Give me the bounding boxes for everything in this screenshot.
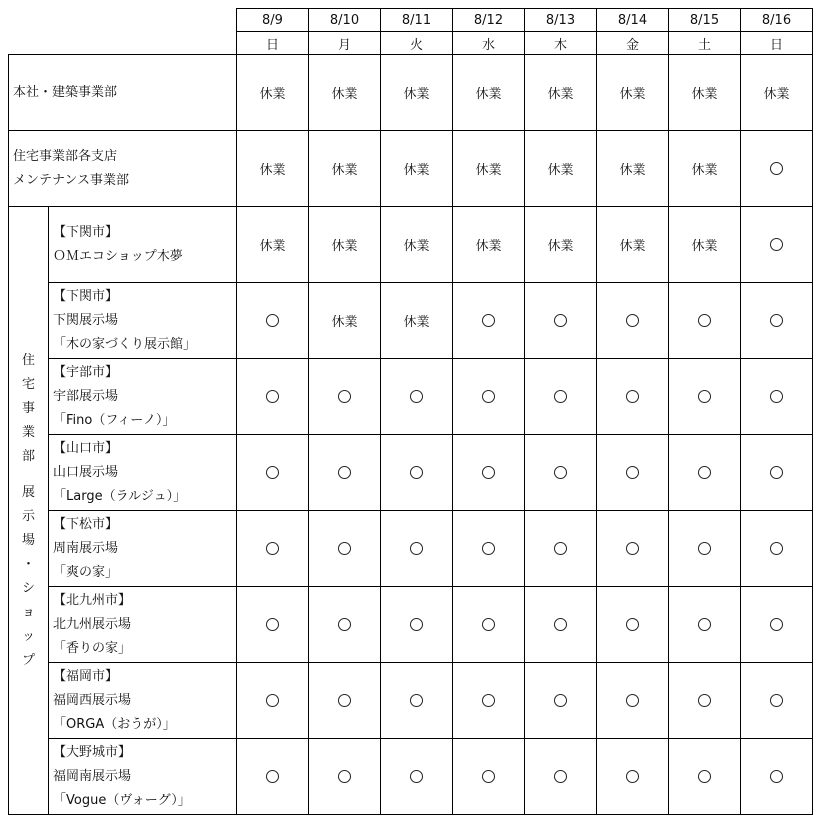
open-circle-icon xyxy=(770,238,783,251)
status-cell xyxy=(309,435,381,511)
open-circle-icon xyxy=(410,694,423,707)
open-circle-icon xyxy=(266,618,279,631)
open-circle-icon xyxy=(266,770,279,783)
open-circle-icon xyxy=(266,314,279,327)
status-cell xyxy=(381,283,453,359)
open-circle-icon xyxy=(338,694,351,707)
open-circle-icon xyxy=(626,618,639,631)
status-cell xyxy=(453,435,525,511)
vertical-char: 示 xyxy=(21,508,35,524)
date-header: 8/16 xyxy=(741,9,813,32)
status-cell xyxy=(237,663,309,739)
open-circle-icon xyxy=(554,542,567,555)
status-cell xyxy=(309,587,381,663)
vertical-char: ッ xyxy=(21,628,35,644)
status-text: 休業 xyxy=(403,87,430,102)
status-cell xyxy=(669,587,741,663)
shop-name-line: 【山口市】 xyxy=(53,440,119,456)
vertical-section-label xyxy=(9,207,49,815)
shop-row xyxy=(9,283,813,359)
status-cell xyxy=(669,511,741,587)
open-circle-icon xyxy=(698,466,711,479)
status-text: 休業 xyxy=(475,87,502,102)
status-text: 休業 xyxy=(331,239,358,254)
status-cell xyxy=(741,283,813,359)
shop-row xyxy=(9,587,813,663)
date-header: 8/12 xyxy=(453,9,525,32)
shop-name-line: 「爽の家」 xyxy=(53,564,119,580)
weekday-header: 日 xyxy=(741,32,813,55)
shop-name-line: 【下関市】 xyxy=(53,288,119,304)
status-text: 休業 xyxy=(547,163,574,178)
status-cell xyxy=(597,283,669,359)
status-text: 休業 xyxy=(259,163,286,178)
status-text: 休業 xyxy=(331,163,358,178)
status-cell xyxy=(525,55,597,131)
department-name-line: 本社・建築事業部 xyxy=(13,84,118,100)
shop-row xyxy=(9,511,813,587)
open-circle-icon xyxy=(770,770,783,783)
shop-name-line: 【下関市】 xyxy=(53,224,119,240)
status-text: 休業 xyxy=(259,87,286,102)
open-circle-icon xyxy=(626,542,639,555)
status-text: 休業 xyxy=(691,239,718,254)
status-cell xyxy=(309,511,381,587)
status-cell xyxy=(741,587,813,663)
status-cell xyxy=(669,207,741,283)
status-cell xyxy=(669,739,741,815)
status-cell xyxy=(237,435,309,511)
vertical-char: ・ xyxy=(21,556,35,572)
department-name-line: メンテナンス事業部 xyxy=(13,172,129,188)
open-circle-icon xyxy=(338,390,351,403)
open-circle-icon xyxy=(482,694,495,707)
status-cell xyxy=(669,435,741,511)
status-text: 休業 xyxy=(331,87,358,102)
vertical-char: 宅 xyxy=(21,376,35,392)
status-cell xyxy=(669,663,741,739)
header-corner xyxy=(9,9,237,55)
open-circle-icon xyxy=(770,466,783,479)
status-cell xyxy=(597,663,669,739)
weekday-header: 木 xyxy=(525,32,597,55)
vertical-char: プ xyxy=(21,652,35,668)
open-circle-icon xyxy=(482,314,495,327)
status-cell xyxy=(453,511,525,587)
open-circle-icon xyxy=(482,466,495,479)
shop-name-line: 「木の家づくり展示館」 xyxy=(53,336,197,352)
vertical-char: シ xyxy=(21,580,35,596)
status-cell xyxy=(237,55,309,131)
department-name xyxy=(9,55,237,131)
open-circle-icon xyxy=(482,618,495,631)
open-circle-icon xyxy=(770,390,783,403)
shop-name-line: 宇部展示場 xyxy=(53,388,119,404)
shop-name xyxy=(49,587,237,663)
shop-name-line: 【下松市】 xyxy=(53,516,119,532)
shop-name xyxy=(49,663,237,739)
date-header: 8/10 xyxy=(309,9,381,32)
status-text: 休業 xyxy=(547,239,574,254)
shop-name xyxy=(49,359,237,435)
shop-name-line: 【福岡市】 xyxy=(53,668,119,684)
open-circle-icon xyxy=(626,390,639,403)
weekday-header: 水 xyxy=(453,32,525,55)
status-cell xyxy=(453,207,525,283)
status-text: 休業 xyxy=(403,239,430,254)
status-cell xyxy=(453,359,525,435)
open-circle-icon xyxy=(698,542,711,555)
vertical-char: ョ xyxy=(21,604,35,620)
date-header: 8/9 xyxy=(237,9,309,32)
open-circle-icon xyxy=(554,390,567,403)
open-circle-icon xyxy=(770,694,783,707)
status-cell xyxy=(309,739,381,815)
open-circle-icon xyxy=(410,390,423,403)
status-cell xyxy=(741,55,813,131)
status-cell xyxy=(453,55,525,131)
open-circle-icon xyxy=(626,466,639,479)
open-circle-icon xyxy=(482,770,495,783)
status-cell xyxy=(381,587,453,663)
status-cell xyxy=(597,739,669,815)
open-circle-icon xyxy=(482,390,495,403)
status-text: 休業 xyxy=(403,315,430,330)
open-circle-icon xyxy=(410,466,423,479)
open-circle-icon xyxy=(698,618,711,631)
status-cell xyxy=(669,55,741,131)
status-cell xyxy=(237,739,309,815)
shop-name-line: 北九州展示場 xyxy=(53,616,132,632)
status-cell xyxy=(381,739,453,815)
vertical-char: 業 xyxy=(21,424,35,440)
status-cell xyxy=(525,359,597,435)
shop-name-line: 【北九州市】 xyxy=(53,592,132,608)
open-circle-icon xyxy=(338,618,351,631)
department-row xyxy=(9,131,813,207)
department-row xyxy=(9,55,813,131)
open-circle-icon xyxy=(626,770,639,783)
status-cell xyxy=(237,283,309,359)
shop-name-line: ＯＭエコショップ木夢 xyxy=(53,248,183,264)
open-circle-icon xyxy=(266,466,279,479)
open-circle-icon xyxy=(482,542,495,555)
open-circle-icon xyxy=(338,770,351,783)
shop-name-line: 福岡南展示場 xyxy=(53,768,132,784)
shop-name-line: 「ORGA（おうが）」 xyxy=(53,716,176,732)
open-circle-icon xyxy=(554,466,567,479)
status-cell xyxy=(669,359,741,435)
shop-name-line: 「Large（ラルジュ）」 xyxy=(53,488,187,504)
shop-row xyxy=(9,207,813,283)
status-cell xyxy=(309,131,381,207)
status-cell xyxy=(525,131,597,207)
status-text: 休業 xyxy=(619,163,646,178)
status-cell xyxy=(669,283,741,359)
status-cell xyxy=(741,739,813,815)
open-circle-icon xyxy=(698,314,711,327)
open-circle-icon xyxy=(698,770,711,783)
status-cell xyxy=(597,359,669,435)
vertical-char: 事 xyxy=(21,400,35,416)
shop-row xyxy=(9,359,813,435)
status-cell xyxy=(597,511,669,587)
status-cell xyxy=(309,283,381,359)
vertical-char: 住 xyxy=(21,352,35,368)
weekday-header: 金 xyxy=(597,32,669,55)
open-circle-icon xyxy=(410,542,423,555)
status-cell xyxy=(237,359,309,435)
status-cell xyxy=(381,55,453,131)
status-text: 休業 xyxy=(331,315,358,330)
status-cell xyxy=(741,131,813,207)
status-cell xyxy=(597,435,669,511)
status-cell xyxy=(741,511,813,587)
status-cell xyxy=(525,663,597,739)
open-circle-icon xyxy=(770,162,783,175)
status-cell xyxy=(453,131,525,207)
open-circle-icon xyxy=(410,770,423,783)
status-cell xyxy=(741,359,813,435)
weekday-header: 土 xyxy=(669,32,741,55)
status-text: 休業 xyxy=(619,239,646,254)
open-circle-icon xyxy=(266,694,279,707)
status-cell xyxy=(525,739,597,815)
open-circle-icon xyxy=(698,694,711,707)
date-header: 8/14 xyxy=(597,9,669,32)
weekday-header: 月 xyxy=(309,32,381,55)
shop-name xyxy=(49,511,237,587)
status-cell xyxy=(525,435,597,511)
status-cell xyxy=(453,283,525,359)
status-cell xyxy=(381,359,453,435)
status-cell xyxy=(309,55,381,131)
shop-name xyxy=(49,739,237,815)
date-header: 8/11 xyxy=(381,9,453,32)
status-text: 休業 xyxy=(691,87,718,102)
open-circle-icon xyxy=(410,618,423,631)
status-text: 休業 xyxy=(619,87,646,102)
open-circle-icon xyxy=(770,314,783,327)
status-text: 休業 xyxy=(259,239,286,254)
shop-name-line: 周南展示場 xyxy=(53,540,119,556)
status-cell xyxy=(525,587,597,663)
status-cell xyxy=(741,435,813,511)
date-header: 8/13 xyxy=(525,9,597,32)
weekday-header: 日 xyxy=(237,32,309,55)
status-text: 休業 xyxy=(475,239,502,254)
status-cell xyxy=(453,587,525,663)
status-text: 休業 xyxy=(691,163,718,178)
status-text: 休業 xyxy=(475,163,502,178)
department-name xyxy=(9,131,237,207)
vertical-char: 場 xyxy=(21,532,35,548)
status-cell xyxy=(237,207,309,283)
open-circle-icon xyxy=(554,770,567,783)
shop-name-line: 「香りの家」 xyxy=(53,640,132,656)
status-cell xyxy=(237,131,309,207)
status-cell xyxy=(597,587,669,663)
weekday-header: 火 xyxy=(381,32,453,55)
open-circle-icon xyxy=(770,542,783,555)
status-text: 休業 xyxy=(763,87,790,102)
status-cell xyxy=(525,207,597,283)
open-circle-icon xyxy=(626,694,639,707)
status-cell xyxy=(237,511,309,587)
vertical-char: 展 xyxy=(21,484,35,500)
shop-name-line: 山口展示場 xyxy=(53,464,119,480)
status-cell xyxy=(453,739,525,815)
shop-row xyxy=(9,663,813,739)
open-circle-icon xyxy=(266,390,279,403)
status-cell xyxy=(597,55,669,131)
shop-name-line: 「Vogue（ヴォーグ）」 xyxy=(53,792,191,808)
shop-name-line: 下関展示場 xyxy=(53,312,119,328)
open-circle-icon xyxy=(338,466,351,479)
status-cell xyxy=(381,663,453,739)
department-name-line: 住宅事業部各支店 xyxy=(13,148,118,164)
date-header: 8/15 xyxy=(669,9,741,32)
status-text: 休業 xyxy=(547,87,574,102)
status-cell xyxy=(669,131,741,207)
shop-name-line: 【大野城市】 xyxy=(53,744,132,760)
status-cell xyxy=(453,663,525,739)
date-header-row xyxy=(9,9,813,32)
vertical-char: 部 xyxy=(21,448,35,464)
shop-name-line: 福岡西展示場 xyxy=(53,692,132,708)
shop-name-line: 【宇部市】 xyxy=(53,364,119,380)
status-cell xyxy=(309,359,381,435)
status-cell xyxy=(381,207,453,283)
status-cell xyxy=(237,587,309,663)
open-circle-icon xyxy=(554,314,567,327)
open-circle-icon xyxy=(554,694,567,707)
status-cell xyxy=(525,511,597,587)
status-cell xyxy=(597,131,669,207)
shop-name xyxy=(49,207,237,283)
shop-row xyxy=(9,435,813,511)
status-cell xyxy=(309,663,381,739)
schedule-table xyxy=(8,8,813,815)
open-circle-icon xyxy=(554,618,567,631)
open-circle-icon xyxy=(698,390,711,403)
open-circle-icon xyxy=(626,314,639,327)
status-cell xyxy=(309,207,381,283)
vertical-gap xyxy=(9,469,48,481)
shop-name xyxy=(49,283,237,359)
status-cell xyxy=(525,283,597,359)
shop-row xyxy=(9,739,813,815)
open-circle-icon xyxy=(338,542,351,555)
status-cell xyxy=(741,663,813,739)
status-cell xyxy=(381,511,453,587)
status-cell xyxy=(597,207,669,283)
status-text: 休業 xyxy=(403,163,430,178)
shop-name xyxy=(49,435,237,511)
status-cell xyxy=(381,131,453,207)
open-circle-icon xyxy=(266,542,279,555)
open-circle-icon xyxy=(770,618,783,631)
status-cell xyxy=(381,435,453,511)
shop-name-line: 「Fino（フィーノ）」 xyxy=(53,412,176,428)
status-cell xyxy=(741,207,813,283)
